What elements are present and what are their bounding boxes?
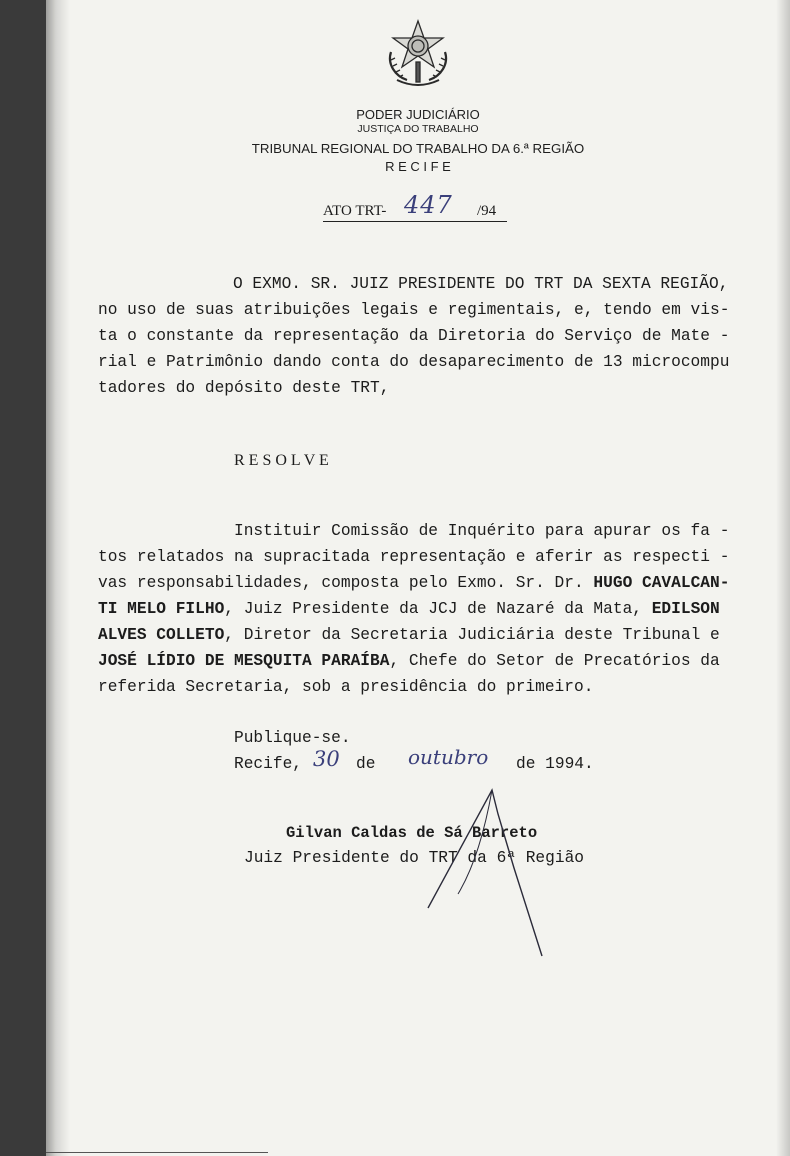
resolution-text: , Diretor da Secretaria Judiciária deste Tribunal e: [224, 626, 720, 644]
header-tribunal: TRIBUNAL REGIONAL DO TRABALHO DA 6.ª REGIÃO: [251, 141, 585, 156]
member-name: JOSÉ LÍDIO DE MESQUITA PARAÍBA: [98, 652, 390, 670]
header-city: R E C I F E: [385, 159, 451, 174]
preamble-line: O EXMO. SR. JUIZ PRESIDENTE DO TRT DA SEXTA REGIÃO,: [233, 275, 729, 293]
document-page: [46, 0, 790, 1156]
date-month-handwritten: outubro: [408, 745, 489, 769]
act-prefix: ATO TRT-: [323, 203, 387, 219]
header-judiciary: PODER JUDICIÁRIO: [356, 107, 480, 122]
resolution-line: [98, 574, 729, 592]
header-labor-justice: JUSTIÇA DO TRABALHO: [357, 123, 479, 135]
resolution-line: tos relatados na supracitada representação e aferir as respecti -: [98, 548, 730, 566]
page-shadow: [776, 0, 790, 1156]
member-name: HUGO CAVALCAN-: [593, 574, 730, 592]
member-name: ALVES COLLETO: [98, 626, 225, 644]
act-underline: [323, 221, 507, 222]
date-de: de: [356, 755, 376, 773]
preamble-line: no uso de suas atribuições legais e regimentais, e, tendo em vis-: [98, 301, 730, 319]
resolution-line: [98, 600, 720, 618]
resolution-text: vas responsabilidades, composta pelo Exmo. Sr. Dr.: [98, 574, 594, 592]
signer-title: Juiz Presidente do TRT da 6ª Região: [244, 849, 584, 867]
date-day-handwritten: 30: [313, 747, 340, 771]
handwritten-signature: [416, 784, 556, 960]
coat-of-arms-seal: [383, 18, 453, 92]
resolution-line: Instituir Comissão de Inquérito para apurar os fa -: [234, 522, 730, 540]
resolution-line: [98, 626, 720, 644]
resolution-line: referida Secretaria, sob a presidência do primeiro.: [98, 678, 594, 696]
member-name: TI MELO FILHO: [98, 600, 225, 618]
resolve-heading: R E S O L V E: [234, 452, 329, 469]
signer-name: Gilvan Caldas de Sá Barreto: [286, 824, 538, 842]
act-number-handwritten: 447: [404, 191, 453, 219]
resolution-text: , Chefe do Setor de Precatórios da: [389, 652, 720, 670]
preamble-line: rial e Patrimônio dando conta do desaparecimento de 13 microcompu: [98, 353, 730, 371]
publish-line: Publique-se.: [234, 729, 351, 747]
footer-rule: [46, 1152, 268, 1153]
date-prefix: Recife,: [234, 755, 302, 773]
act-year: /94: [477, 203, 497, 219]
preamble-line: ta o constante da representação da Diretoria do Serviço de Mate -: [98, 327, 730, 345]
member-name: EDILSON: [651, 600, 720, 618]
preamble-line: tadores do depósito deste TRT,: [98, 379, 390, 397]
resolution-text: , Juiz Presidente da JCJ de Nazaré da Mata,: [224, 600, 652, 618]
resolution-line: [98, 652, 720, 670]
date-year: de 1994.: [516, 755, 594, 773]
